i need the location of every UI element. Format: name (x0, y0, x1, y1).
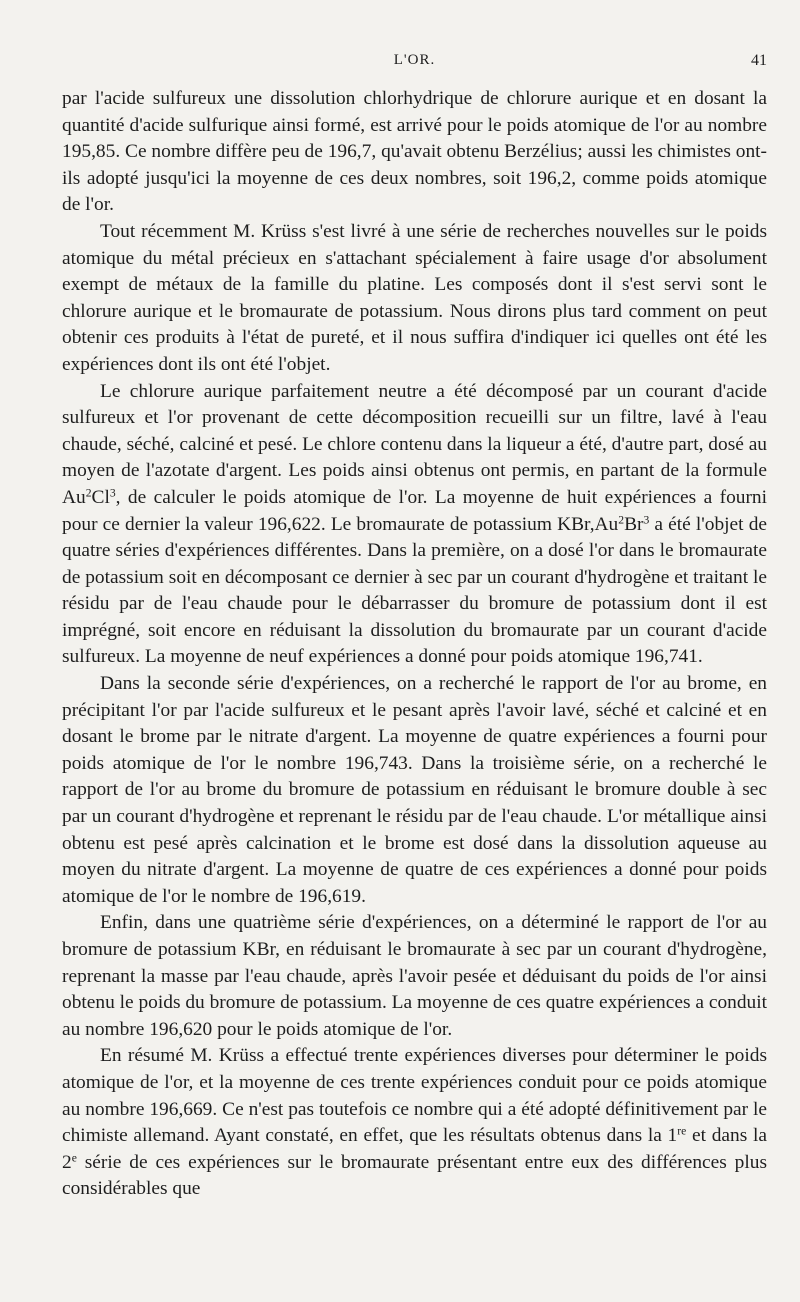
paragraph-chlorure-aurique (62, 379, 767, 672)
text-segment: Br (624, 513, 644, 535)
superscript: e (71, 1151, 77, 1165)
superscript: 2 (85, 486, 92, 500)
paragraph-seconde-serie: Dans la seconde série d'expériences, on a recherché le rapport de l'or au brome, en précipitant l'or par l'acide sulfureux et le pesant après l'avoir lavé, séché et calciné et en dosant le brome par le nitrate d'argent. La moyenne de quatre expériences a fourni pour poids atomique de l'or le nombre 196,743. Dans la troisième série, on a recherché le rapport de l'or au brome du bromure de potassium en réduisant le bromure double à sec par un courant d'hydrogène et reprenant le résidu par de l'eau chaude. L'or métallique ainsi obtenu est pesé après calcination et le brome est dosé dans la dissolution aqueuse au moyen du nitrate d'argent. La moyenne de quatre de ces expériences a donné pour poids atomique de l'or le nombre de 196,619. (62, 673, 767, 907)
text-segment: , de calculer le poids atomique de l'or. La moyenne de huit expériences a fourni pour ce dernier la valeur 196,622. Le bromaurate de potassium KBr,Au (62, 486, 767, 535)
body-text (62, 86, 767, 1203)
text-segment: En résumé M. Krüss a effectué trente expériences diverses pour déterminer le poids atomique de l'or, et la moyenne de ces trente expériences conduit pour ce poids atomique au nombre 196,669. Ce n'est pas toutefois ce nombre qui a été adopté définitivement par le chimiste allemand. Ayant constaté, en effet, que les résultats obtenus dans la 1 (62, 1045, 767, 1147)
superscript: 3 (643, 513, 650, 527)
paragraph-kruss-research: Tout récemment M. Krüss s'est livré à une série de recherches nouvelles sur le poids atomique du métal précieux en s'attachant spécialement à faire usage d'or absolument exempt de métaux de la famille du platine. Les composés dont il s'est servi sont le chlorure aurique et le bromaurate de potassium. Nous dirons plus tard comment on peut obtenir ces produits à l'état de pureté, et il nous suffira d'indiquer ici quelles ont été les expériences dont ils ont été l'objet. (62, 220, 767, 375)
running-title: L'OR. (393, 52, 436, 68)
text-segment: Cl (91, 486, 110, 508)
paragraph-quatrieme-serie: Enfin, dans une quatrième série d'expériences, on a déterminé le rapport de l'or au bromure de potassium KBr, en réduisant le bromaurate à sec par un courant d'hydrogène, reprenant la masse par l'eau chaude, après l'avoir pesée et déduisant du poids de l'or ainsi obtenu le poids du bromure de potassium. La moyenne de ces quatre expériences a conduit au nombre 196,620 pour le poids atomique de l'or. (62, 912, 767, 1040)
page-number: 41 (751, 52, 767, 69)
text-segment: série de ces expériences sur le bromaurate présentant entre eux des différences plus considérables que (62, 1151, 767, 1200)
superscript: 2 (618, 513, 625, 527)
text-segment: Le chlorure aurique parfaitement neutre a été décomposé par un courant d'acide sulfureux et l'or provenant de cette décomposition recueilli sur un filtre, lavé à l'eau chaude, séché, calciné et pesé. Le chlore contenu dans la liqueur a été, d'autre part, dosé au moyen de l'azotate d'argent. Les poids ainsi obtenus ont permis, en partant de la formule Au (62, 380, 767, 508)
running-head (62, 52, 767, 76)
paragraph-resume (62, 1043, 767, 1203)
superscript: 3 (109, 486, 116, 500)
text-segment: et dans la 2 (62, 1125, 767, 1173)
paragraph-continuation: par l'acide sulfureux une dissolution chlorhydrique de chlorure aurique et en dosant la quantité d'acide sulfurique ainsi formé, est arrivé pour le poids atomique de l'or au nombre 195,85. Ce nombre diffère peu de 196,7, qu'avait obtenu Berzélius; aussi les chimistes ont-ils adopté jusqu'ici la moyenne de ces deux nombres, soit 196,2, comme poids atomique de l'or. (62, 88, 767, 216)
superscript: re (677, 1124, 687, 1138)
text-segment: a été l'objet de quatre séries d'expériences différentes. Dans la première, on a dosé l'or dans le bromaurate de potassium soit en décomposant ce dernier à sec par un courant d'hydrogène et traitant le résidu par de l'eau chaude pour le débarrasser du bromure de potassium dont il est imprégné, soit encore en réduisant la dissolution du bromaurate par un courant d'acide sulfureux. La moyenne de neuf expériences a donné pour poids atomique 196,741. (62, 513, 767, 668)
